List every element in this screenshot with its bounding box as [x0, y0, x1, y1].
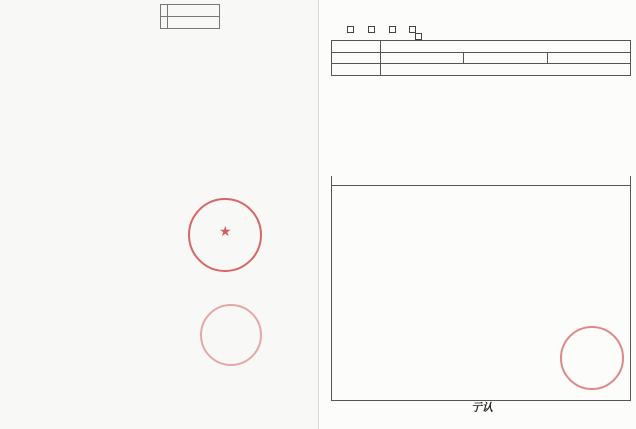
evaluation-form-page: [318, 0, 636, 429]
leader-value: [547, 52, 630, 64]
form-row: [58, 307, 64, 317]
reg-date-label: [161, 17, 168, 29]
eval-category-row: [339, 26, 418, 33]
reg-date-value: [168, 17, 220, 29]
registration-table: [160, 4, 220, 29]
registrar-label: [161, 5, 168, 17]
leader-label: [464, 52, 547, 64]
project-label: [332, 41, 381, 53]
project-value: [381, 41, 631, 53]
company-seal: ★: [188, 198, 262, 272]
date-row: [58, 341, 88, 354]
conclusion-head: [332, 176, 630, 186]
signature-mark: 亍认: [471, 401, 493, 414]
category-option: [368, 27, 377, 33]
evaluation-center-seal: [200, 304, 262, 366]
checkbox-icon: [368, 26, 375, 33]
evaluation-table: [331, 40, 631, 76]
form-seal: [560, 326, 624, 390]
checkbox-icon: [347, 26, 354, 33]
checkbox-icon: [389, 26, 396, 33]
checkbox-icon: [415, 33, 422, 40]
category-option: [347, 27, 356, 33]
head-opinion: [381, 64, 631, 76]
category-option: [389, 27, 398, 33]
head-item: [332, 64, 381, 76]
main-unit-label: [332, 52, 381, 64]
registrar-value: [168, 5, 220, 17]
eval-category-row-2: [415, 33, 424, 40]
approve-row: [58, 360, 78, 373]
conclusion-box: [331, 176, 631, 401]
checkbox-icon: [409, 26, 416, 33]
main-unit-value: [381, 52, 464, 64]
